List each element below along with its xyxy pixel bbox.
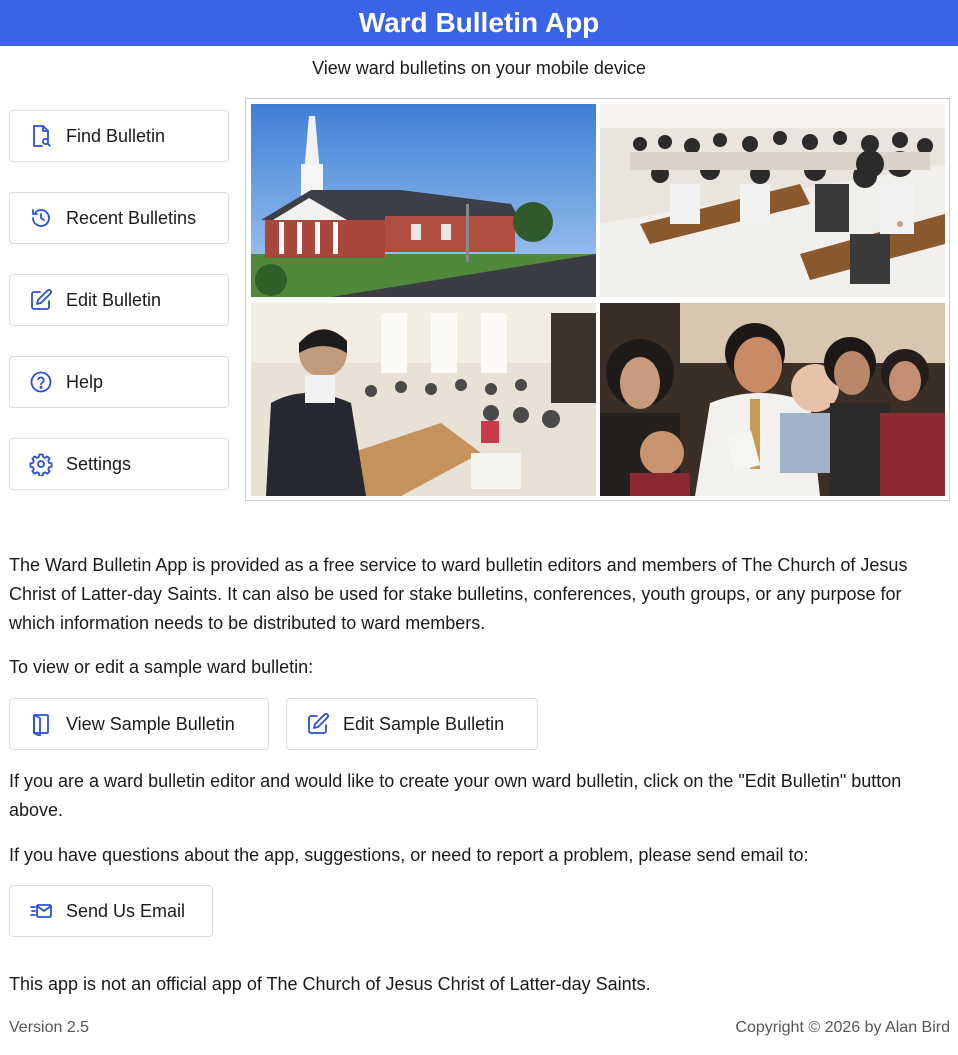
help-label: Help xyxy=(66,371,104,392)
edit-icon xyxy=(28,287,54,313)
intro-paragraph: The Ward Bulletin App is provided as a free service to ward bulletin editors and members of The Church of Jesus Christ of Latter-day Saints. It can also be used for stake bulletins, conferences, youth groups, or any purpose for which information needs to be distributed to ward members. xyxy=(9,555,908,633)
help-icon xyxy=(28,369,54,395)
view-sample-label: View Sample Bulletin xyxy=(66,713,235,734)
version-text: Version 2.5 xyxy=(9,1019,90,1036)
find-bulletin-label: Find Bulletin xyxy=(66,125,166,146)
send-email-label: Send Us Email xyxy=(66,900,186,921)
edit-bulletin-label: Edit Bulletin xyxy=(66,289,162,310)
family-photo xyxy=(600,303,945,496)
book-icon xyxy=(28,711,54,737)
app-subtitle: View ward bulletins on your mobile device xyxy=(312,58,646,78)
photo-mosaic xyxy=(245,98,950,501)
editor-note: If you are a ward bulletin editor and would like to create your own ward bulletin, click on the "Edit Bulletin" button above. xyxy=(9,771,902,820)
sample-prompt: To view or edit a sample ward bulletin: xyxy=(9,657,314,677)
app-title: Ward Bulletin App xyxy=(358,7,600,38)
gear-icon xyxy=(28,451,54,477)
help-button[interactable] xyxy=(9,356,229,408)
chapel-exterior-photo xyxy=(251,104,596,297)
email-icon xyxy=(28,898,54,924)
settings-button[interactable] xyxy=(9,438,229,490)
congregation-photo xyxy=(600,104,945,297)
copyright-text: Copyright © 2026 by Alan Bird xyxy=(735,1019,950,1036)
app-header xyxy=(0,0,958,46)
send-email-button[interactable] xyxy=(9,885,213,937)
recent-bulletins-label: Recent Bulletins xyxy=(66,207,197,228)
speaker-pulpit-photo xyxy=(251,303,596,496)
edit-sample-label: Edit Sample Bulletin xyxy=(343,713,505,734)
edit-icon xyxy=(305,711,331,737)
settings-label: Settings xyxy=(66,453,132,474)
edit-sample-bulletin-button[interactable] xyxy=(286,698,538,750)
find-bulletin-button[interactable] xyxy=(9,110,229,162)
view-sample-bulletin-button[interactable] xyxy=(9,698,269,750)
find-icon xyxy=(28,123,54,149)
disclaimer: This app is not an official app of The Church of Jesus Christ of Latter-day Saints. xyxy=(9,974,651,994)
recent-bulletins-button[interactable] xyxy=(9,192,229,244)
history-icon xyxy=(28,205,54,231)
edit-bulletin-button[interactable] xyxy=(9,274,229,326)
contact-prompt: If you have questions about the app, suggestions, or need to report a problem, please send email to: xyxy=(9,845,809,865)
